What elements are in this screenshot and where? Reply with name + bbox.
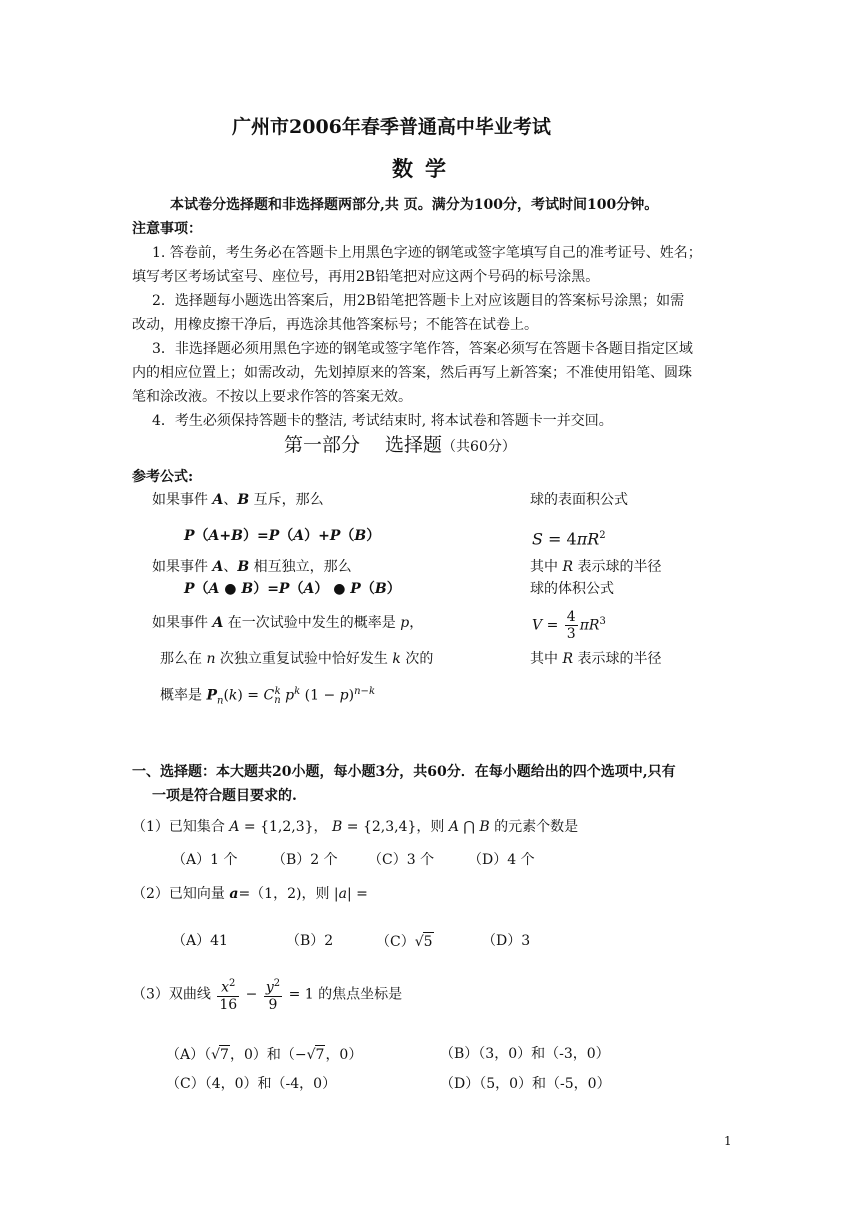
- exam-title: 广州市2006年春季普通高中毕业考试: [232, 116, 551, 138]
- question-2-option-d[interactable]: （D）3: [482, 933, 531, 949]
- note-2-line-1: 2．选择题每小题选出答案后，用2B铅笔把答题卡上对应该题目的答案标号涂黑；如需: [152, 293, 685, 309]
- question-1-option-d[interactable]: （D）4 个: [468, 852, 535, 868]
- question-3-option-d[interactable]: （D）（5，0）和（-5，0）: [440, 1076, 611, 1092]
- question-2-option-b[interactable]: （B）2: [286, 933, 334, 949]
- sphere-volume-label: 球的体积公式: [530, 581, 614, 597]
- part-one-title: 第一部分 选择题: [284, 434, 443, 456]
- formula-mutex-intro: 如果事件 A、B 互斥，那么: [152, 492, 324, 508]
- note-3-line-2: 内的相应位置上；如需改动，先划掉原来的答案，然后再写上新答案；不准使用铅笔、圆珠: [132, 365, 692, 381]
- question-1-option-a[interactable]: （A）1 个: [172, 852, 238, 868]
- formula-n-trials: 那么在 n 次独立重复试验中恰好发生 k 次的: [160, 651, 434, 667]
- formula-binomial: 概率是 $P_n(k) = C_n^k$ $p^k$ $(1 - p)^{n-k}$: [160, 686, 375, 707]
- page-number: 1: [724, 1134, 732, 1148]
- subject-title: 数学: [392, 156, 458, 181]
- sphere-area-label: 球的表面积公式: [530, 492, 628, 508]
- question-2-stem: （2）已知向量 a=（1，2)，则 |a| =: [132, 886, 368, 902]
- question-3-stem: （3）双曲线 $\frac{x^2}{16}$ − $\frac{y^2}{9}$ = 1 的焦点坐标是: [132, 978, 403, 1013]
- formula-mutex: P（A+B）=P（A）+P（B）: [184, 528, 381, 544]
- note-4: 4．考生必须保持答题卡的整洁, 考试结束时, 将本试卷和答题卡一并交回。: [152, 413, 613, 429]
- question-2-option-a[interactable]: （A）41: [172, 933, 228, 949]
- formula-single-trial: 如果事件 A 在一次试验中发生的概率是 p，: [152, 615, 424, 631]
- note-1-line-2: 填写考区考场试室号、座位号，再用2B铅笔把对应这两个号码的标号涂黑。: [132, 269, 600, 285]
- question-3-option-b[interactable]: （B）（3，0）和（-3，0）: [440, 1046, 610, 1062]
- section-one-heading-line-1: 一、选择题：本大题共20小题，每小题3分，共60分．在每小题给出的四个选项中,只有: [132, 764, 676, 780]
- formula-indep: P（A ● B）=P（A） ● P（B）: [184, 581, 401, 597]
- sphere-area-formula: $S = 4\pi R^2$: [532, 529, 606, 549]
- part-one-heading: [284, 436, 516, 456]
- question-3-option-a[interactable]: （A）（√7，0）和（−√7，0）: [166, 1047, 363, 1063]
- section-one-heading-line-2: 一项是符合题目要求的.: [152, 788, 297, 804]
- question-1-stem: （1）已知集合 A = {1,2,3}， B = {2,3,4}，则 A ⋂ B 的元素个数是: [132, 819, 579, 835]
- note-2-line-2: 改动，用橡皮擦干净后，再选涂其他答案标号；不能答在试卷上。: [132, 317, 538, 333]
- notes-heading: 注意事项：: [132, 221, 202, 237]
- exam-intro: 本试卷分选择题和非选择题两部分,共 页。满分为100分，考试时间100分钟。: [170, 197, 659, 213]
- question-2-option-c[interactable]: （C）√5: [376, 934, 433, 950]
- question-1-option-c[interactable]: （C）3 个: [368, 852, 435, 868]
- formula-indep-intro: 如果事件 A、B 相互独立，那么: [152, 559, 352, 575]
- note-1-line-1: 1. 答卷前，考生务必在答题卡上用黑色字迹的钢笔或签字笔填写自己的准考证号、姓名；: [152, 245, 702, 261]
- sphere-radius-note-1: 其中 R 表示球的半径: [530, 559, 662, 575]
- note-3-line-3: 笔和涂改液。不按以上要求作答的答案无效。: [132, 389, 412, 405]
- question-3-option-c[interactable]: （C）（4，0）和（-4，0）: [166, 1076, 337, 1092]
- formulas-heading: 参考公式:: [132, 469, 194, 485]
- sphere-radius-note-2: 其中 R 表示球的半径: [530, 651, 662, 667]
- part-one-points: （共60分）: [442, 439, 516, 455]
- sphere-volume-formula: V = $\frac{4}{3}$ $\pi R^3$: [532, 609, 606, 643]
- note-3-line-1: 3．非选择题必须用黑色字迹的钢笔或签字笔作答，答案必须写在答题卡各题目指定区域: [152, 341, 693, 357]
- question-1-option-b[interactable]: （B）2 个: [272, 852, 338, 868]
